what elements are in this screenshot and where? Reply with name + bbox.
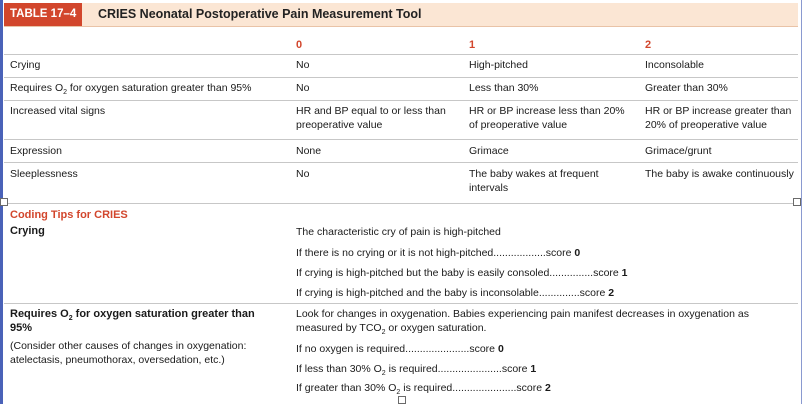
tip-oxygen-label: Requires $O_2$ for oxygen saturation greater than <box>10 308 255 323</box>
row-divider <box>4 77 798 78</box>
tip-crying-line-2: If crying is high-pitched but the baby is easily consoled...............score 1 <box>296 267 628 279</box>
tip-crying-intro: The characteristic cry of pain is high-pitched <box>296 226 501 238</box>
crying-score-0: No <box>296 59 310 71</box>
expression-score-0: None <box>296 145 322 157</box>
sleep-score-1: The baby wakes at frequent intervals <box>469 168 599 194</box>
vitals-score-2: HR or BP increase greater than 20% of preoperative value <box>645 105 792 131</box>
tip-crying-line-3: If crying is high-pitched and the baby is inconsolable..............score 2 <box>296 287 615 299</box>
resize-handle-left[interactable] <box>0 198 8 206</box>
oxygen-score-1: Less than 30% <box>469 82 539 94</box>
criterion-expression: Expression <box>10 145 62 157</box>
resize-handle-bottom[interactable] <box>398 396 406 404</box>
tip-oxygen-note: (Consider other causes of changes in oxygenation: atelectasis, pneumothorax, oversedation, etc.) <box>10 340 247 366</box>
row-divider <box>4 162 798 163</box>
row-divider <box>4 100 798 101</box>
crying-score-1: High-pitched <box>469 59 528 71</box>
table-title: CRIES Neonatal Postoperative Pain Measurement Tool <box>98 7 422 21</box>
column-header-0: 0 <box>296 39 303 51</box>
tip-oxygen-label-cont: 95% <box>10 322 33 334</box>
crying-score-2: Inconsolable <box>645 59 704 71</box>
tip-crying-label: Crying <box>10 225 45 237</box>
expression-score-2: Grimace/grunt <box>645 145 712 157</box>
sleep-score-0: No <box>296 168 310 180</box>
section-divider <box>4 203 798 204</box>
tip-oxygen-line-3: If greater than 30% $O_2$ is required......................score 2 <box>296 382 551 397</box>
tip-oxygen-line-2: If less than 30% $O_2$ is required......................score 1 <box>296 363 537 378</box>
table-number: TABLE 17–4 <box>4 3 82 26</box>
criterion-crying: Crying <box>10 59 41 71</box>
sleep-score-2: The baby is awake continuously <box>645 168 794 180</box>
criterion-sleeplessness: Sleeplessness <box>10 168 78 180</box>
oxygen-score-2: Greater than 30% <box>645 82 728 94</box>
coding-tips-heading: Coding Tips for CRIES <box>10 209 128 221</box>
row-divider <box>4 54 798 55</box>
criterion-oxygen: Requires $O_2$ for oxygen saturation greater than 95% <box>10 82 252 97</box>
column-header-2: 2 <box>645 39 652 51</box>
table-title-bar <box>4 3 798 27</box>
oxygen-score-0: No <box>296 82 310 94</box>
criterion-vital-signs: Increased vital signs <box>10 105 106 117</box>
tip-oxygen-desc: Look for changes in oxygenation. Babies experiencing pain manifest decreases in oxygenation as measured by $TCO_2$ or oxygen saturation. <box>296 308 749 337</box>
vitals-score-1: HR or BP increase less than 20% of preoperative value <box>469 105 625 131</box>
tip-oxygen-line-1: If no oxygen is required......................score 0 <box>296 343 504 355</box>
tip-crying-line-1: If there is no crying or it is not high-pitched..................score 0 <box>296 247 581 259</box>
vitals-score-0: HR and BP equal to or less than preoperative value <box>296 105 446 131</box>
resize-handle-right[interactable] <box>793 198 801 206</box>
row-divider <box>4 139 798 140</box>
section-divider <box>4 303 798 304</box>
column-header-1: 1 <box>469 39 476 51</box>
expression-score-1: Grimace <box>469 145 509 157</box>
